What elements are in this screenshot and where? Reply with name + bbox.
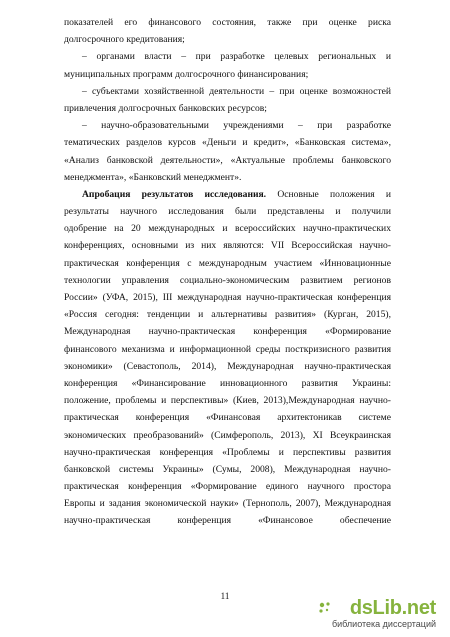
text-line: положение, проблемы и перспективы» (Киев, 2013),Международная научно- bbox=[64, 395, 391, 407]
text-line: конференциях, основными из них являются: VII Всероссийская научно- bbox=[64, 240, 391, 252]
text-line: одобрение на 20 международных и всероссийских научно-практических bbox=[64, 223, 391, 235]
text-line: – субъектами хозяйственной деятельности – при оценке возможностей bbox=[82, 85, 391, 97]
text-line: научно-практическая конференция «Проблемы и перспективы развития bbox=[64, 446, 391, 458]
text-line: муниципальных программ долгосрочного финансирования; bbox=[64, 68, 309, 80]
text-line: банковской системы Украины» (Сумы, 2008), Международная научно- bbox=[64, 463, 391, 475]
text-line: – научно-образовательными учреждениями – при разработке bbox=[82, 120, 391, 132]
watermark-subtitle: библиотека диссертаций bbox=[331, 619, 436, 629]
text-line: технологии управления социально-экономическим развитием регионов bbox=[64, 274, 391, 286]
text-line: «Россия сегодня: тенденции и альтернативы развития» (Курган, 2015), bbox=[64, 309, 391, 321]
text-line: долгосрочного кредитования; bbox=[64, 34, 185, 46]
text-line: финансового механизма и информационной среды посткризисного развития bbox=[64, 343, 391, 355]
body-text bbox=[64, 14, 391, 530]
text-line: практическая конференция «Финансовая архитектоникав системе bbox=[64, 412, 391, 424]
approbation-heading: Апробация результатов исследования. bbox=[82, 188, 267, 200]
text-line: привлечения долгосрочных банковских ресурсов; bbox=[64, 102, 267, 114]
text-line: практическая конференция «Формирование единого научного простора bbox=[64, 481, 391, 493]
watermark-logo: dsLib.net bbox=[349, 597, 436, 619]
text-line: тематических разделов курсов «Деньги и кредит», «Банковская система», bbox=[64, 137, 391, 149]
text-line: результаты научного исследования были представлены и получили bbox=[64, 206, 391, 218]
approbation-line bbox=[64, 186, 391, 203]
approbation-rest: Основные положения и bbox=[266, 188, 391, 200]
page-number: 11 bbox=[220, 591, 230, 601]
dots-icon bbox=[318, 601, 336, 619]
text-line: «Анализ банковской деятельности», «Актуальные проблемы банковского bbox=[64, 154, 391, 166]
text-line: Европы и задания экономической науки» (Тернополь, 2007), Международная bbox=[64, 498, 391, 510]
text-line: научно-практическая конференция «Финансовое обеспечение bbox=[64, 515, 391, 527]
watermark[interactable] bbox=[318, 597, 436, 631]
text-line: экономических преобразований» (Симферополь, 2013), XI Всеукраинская bbox=[64, 429, 391, 441]
text-line: Международная научно-практическая конференция «Формирование bbox=[64, 326, 391, 338]
text-line: России» (УФА, 2015), III международная научно-практическая конференция bbox=[64, 292, 391, 303]
text-line: конференция «Финансирование инновационного развития Украины: bbox=[64, 377, 391, 389]
text-line: менеджмента», «Банковский менеджмент». bbox=[64, 171, 242, 183]
text-line: показателей его финансового состояния, также при оценке риска bbox=[64, 17, 391, 28]
text-line: экономики» (Севастополь, 2014), Международная научно-практическая bbox=[64, 360, 391, 372]
text-line: – органами власти – при разработке целевых региональных и bbox=[82, 51, 391, 63]
text-line: практическая конференция с международным участием «Инновационные bbox=[64, 257, 391, 269]
